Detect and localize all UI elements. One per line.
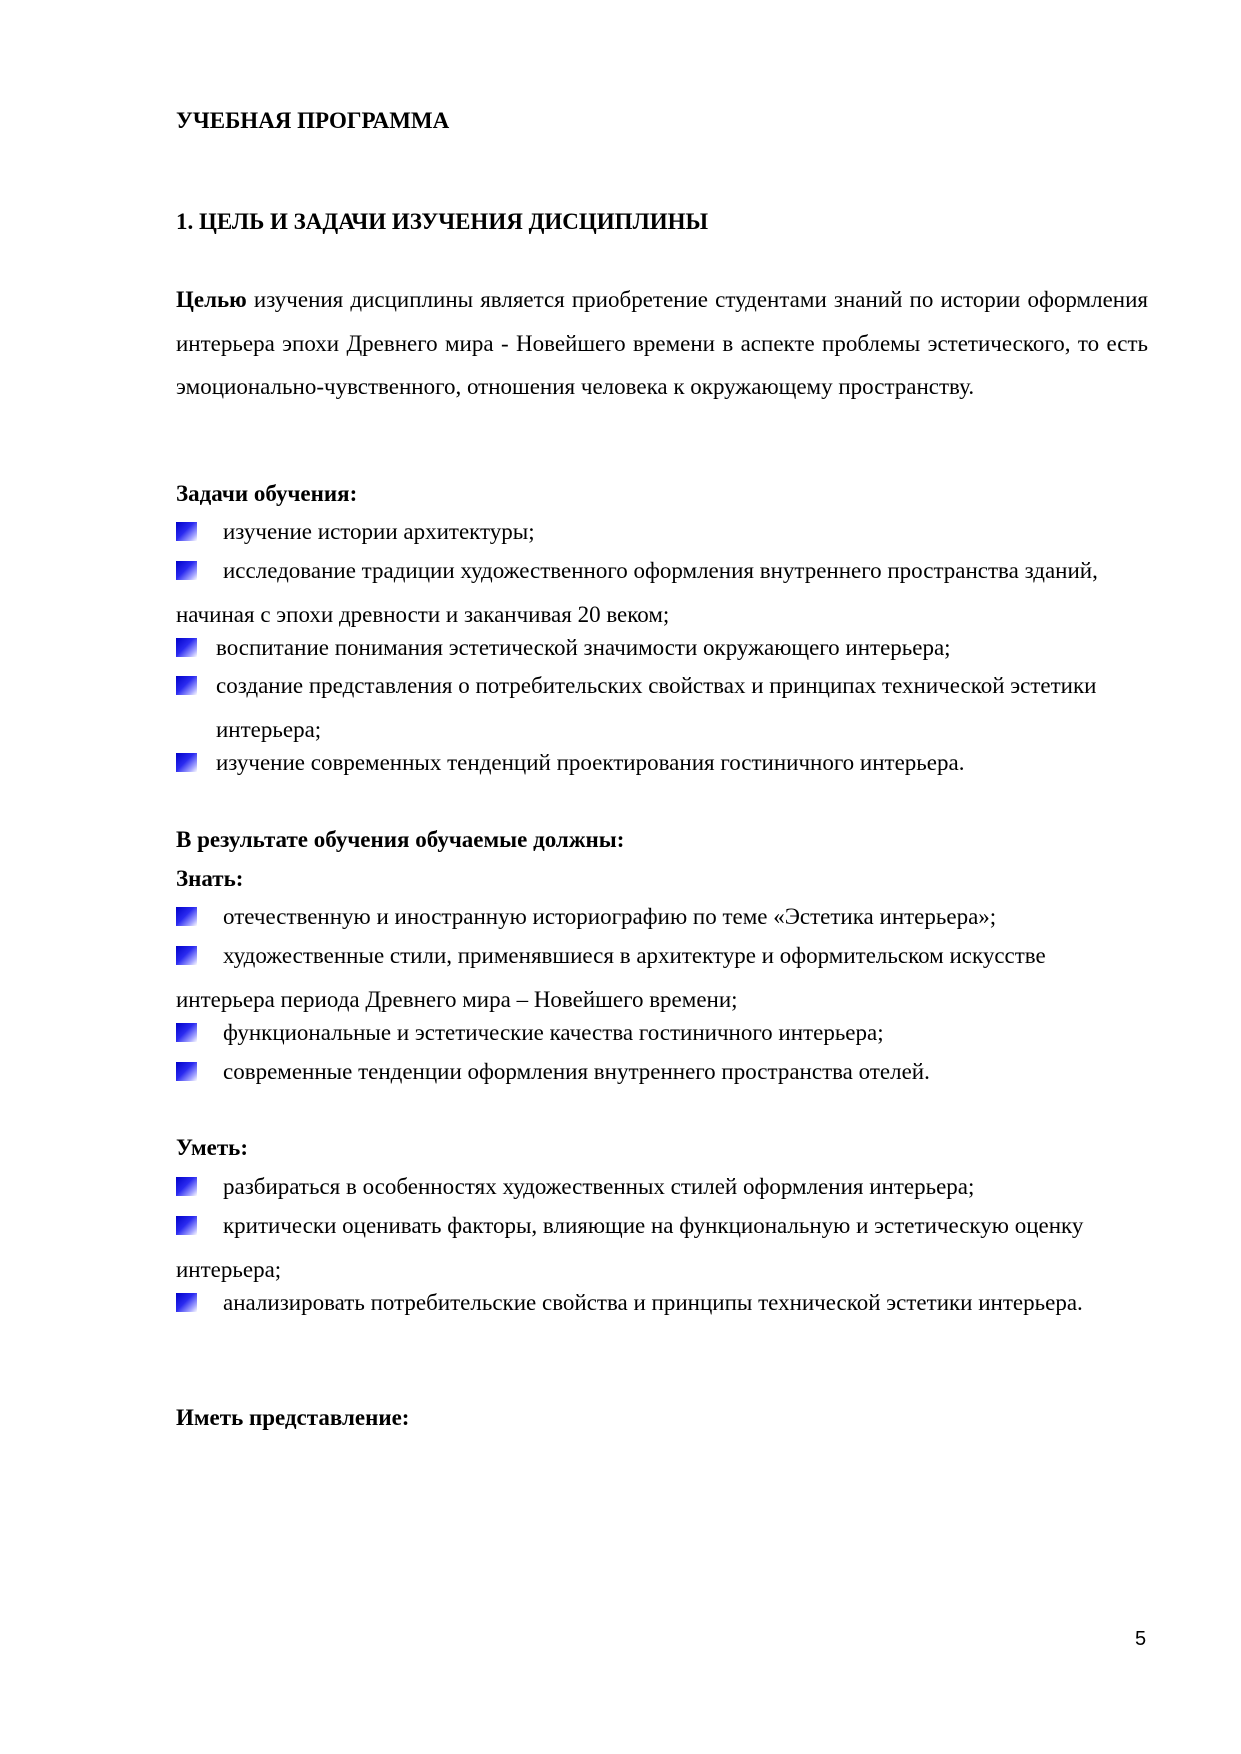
list-item: изучение современных тенденций проектирования гостиничного интерьера.: [176, 741, 1148, 785]
document-title: УЧЕБНАЯ ПРОГРАММА: [176, 108, 450, 133]
list-item: функциональные и эстетические качества гостиничного интерьера;: [176, 1011, 1148, 1055]
square-bullet-icon: [176, 907, 197, 926]
list-item: создание представления о потребительских свойствах и принципах технической эстетики интерьера;: [176, 664, 1188, 751]
square-bullet-icon: [176, 946, 197, 965]
list-item: разбираться в особенностях художественных стилей оформления интерьера;: [176, 1165, 1148, 1209]
section-1-title: 1. ЦЕЛЬ И ЗАДАЧИ ИЗУЧЕНИЯ ДИСЦИПЛИНЫ: [176, 209, 709, 234]
idea-heading: Иметь представление:: [176, 1405, 410, 1430]
document-page: [176, 0, 1148, 1754]
goal-paragraph: [176, 278, 1148, 409]
page-number: 5: [1135, 1628, 1147, 1650]
list-item: воспитание понимания эстетической значимости окружающего интерьера;: [176, 626, 1148, 670]
square-bullet-icon: [176, 676, 197, 695]
results-heading: В результате обучения обучаемые должны:: [176, 827, 625, 852]
list-item: исследование традиции художественного оформления внутреннего пространства зданий, начиная с эпохи древности и заканчивая 20 веком;: [176, 558, 1098, 627]
square-bullet-icon: [176, 1062, 197, 1081]
tasks-heading: Задачи обучения:: [176, 481, 358, 506]
know-heading: Знать:: [176, 866, 244, 891]
square-bullet-icon: [176, 561, 197, 580]
square-bullet-icon: [176, 1216, 197, 1235]
square-bullet-icon: [176, 753, 197, 772]
square-bullet-icon: [176, 522, 197, 541]
goal-lead: Целью: [176, 287, 247, 312]
goal-text: изучения дисциплины является приобретение студентами знаний по истории оформления интерьера эпохи Древнего мира - Новейшего времени в аспекте проблемы эстетического, то есть эмоционально-чувственного, отношения человека к окружающему пространству.: [176, 287, 1148, 399]
square-bullet-icon: [176, 1293, 197, 1312]
list-item: современные тенденции оформления внутреннего пространства отелей.: [176, 1050, 1148, 1094]
list-item: изучение истории архитектуры;: [176, 510, 1148, 554]
skills-heading: Уметь:: [176, 1135, 248, 1160]
list-item: художественные стили, применявшиеся в архитектуре и оформительском искусстве интерьера периода Древнего мира – Новейшего времени;: [176, 943, 1046, 1012]
square-bullet-icon: [176, 1023, 197, 1042]
square-bullet-icon: [176, 638, 197, 657]
list-item: отечественную и иностранную историографию по теме «Эстетика интерьера»;: [176, 895, 1148, 939]
list-item: критически оценивать факторы, влияющие на функциональную и эстетическую оценку интерьера;: [176, 1213, 1084, 1282]
list-item: анализировать потребительские свойства и принципы технической эстетики интерьера.: [176, 1281, 1148, 1325]
square-bullet-icon: [176, 1177, 197, 1196]
